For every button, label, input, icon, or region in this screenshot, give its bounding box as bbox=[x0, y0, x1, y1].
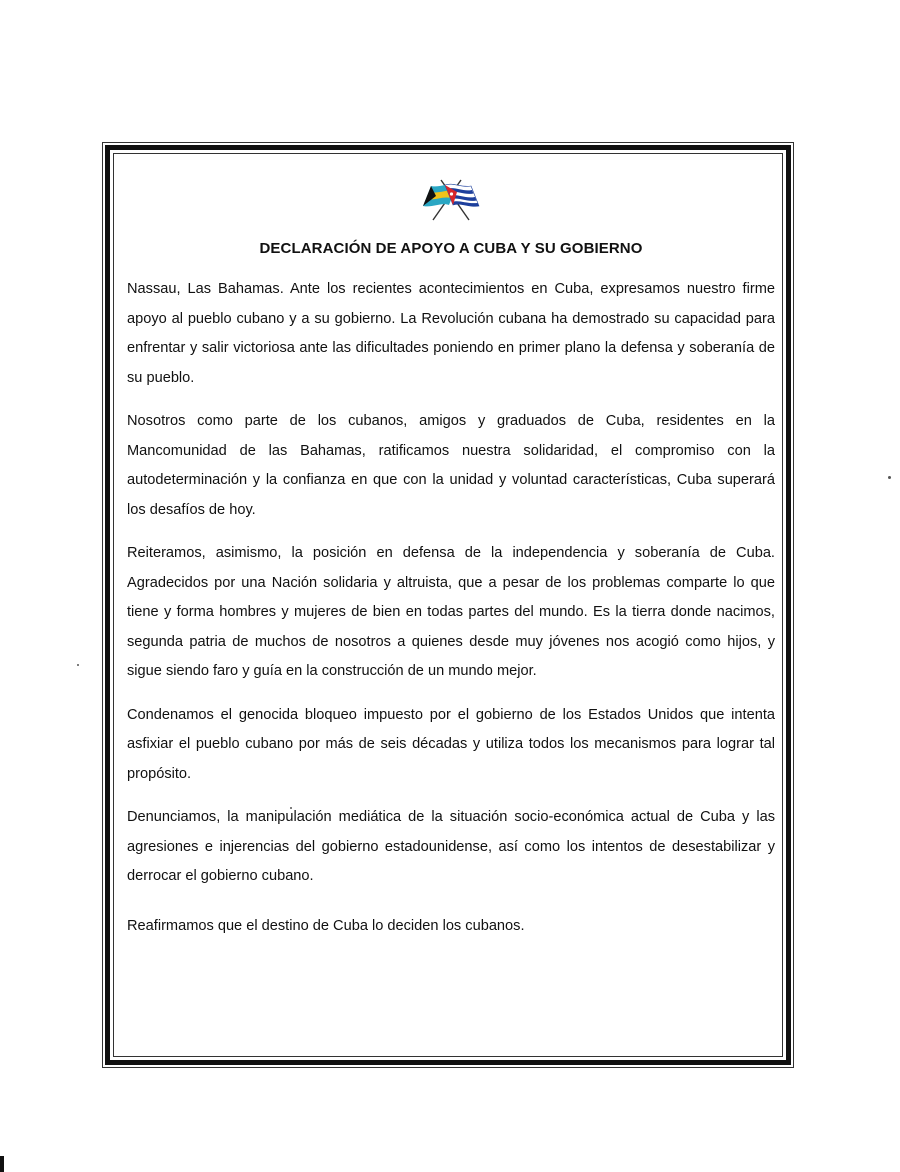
scan-speck bbox=[77, 664, 79, 666]
paragraph-1: Nassau, Las Bahamas. Ante los recientes acontecimientos en Cuba, expresamos nuestro firme apoyo al pueblo cubano y a su gobierno. La Revolución cubana ha demostrado su capacidad para enfrentar y salir victoriosa ante las dificultades poniendo en primer plano la defensa y soberanía de su pueblo. bbox=[127, 281, 775, 386]
scan-speck bbox=[888, 476, 891, 479]
declaration-title: DECLARACIÓN DE APOYO A CUBA Y SU GOBIERNO bbox=[259, 240, 643, 257]
paragraph-6: Reafirmamos que el destino de Cuba lo deciden los cubanos. bbox=[127, 917, 525, 934]
declaration-content bbox=[127, 176, 775, 941]
paragraph-4: Condenamos el genocida bloqueo impuesto por el gobierno de los Estados Unidos que intenta asfixiar el pueblo cubano por más de seis décadas y utiliza todos los mecanismos para lograr tal propósito. bbox=[127, 706, 775, 782]
paragraph-3: Reiteramos, asimismo, la posición en defensa de la independencia y soberanía de Cuba. Agradecidos por una Nación solidaria y altruista, que a pesar de los problemas comparte lo que tiene y forma hombres y mujeres de bien en todas partes del mundo. Es la tierra donde nacimos, segunda patria de muchos de nosotros a quienes desde muy jóvenes nos acogió como hijos, y sigue siendo faro y guía en la construcción de un mundo mejor. bbox=[127, 545, 775, 679]
cuba-flag-icon bbox=[445, 184, 479, 206]
paragraph-2: Nosotros como parte de los cubanos, amigos y graduados de Cuba, residentes en la Mancomunidad de las Bahamas, ratificamos nuestra solidaridad, el compromiso con la autodeterminación y la confianza en que con la unidad y voluntad características, Cuba superará los desafíos de hoy. bbox=[127, 413, 775, 518]
paragraph-5: Denunciamos, la manipulación mediática de la situación socio-económica actual de Cuba y las agresiones e injerencias del gobierno estadounidense, así como los intentos de desestabilizar y derrocar el gobierno cubano. bbox=[127, 809, 775, 884]
scan-speck bbox=[290, 807, 292, 809]
scan-edge-mark bbox=[0, 1156, 4, 1172]
crossed-flags-bahamas-cuba-icon bbox=[411, 176, 491, 222]
